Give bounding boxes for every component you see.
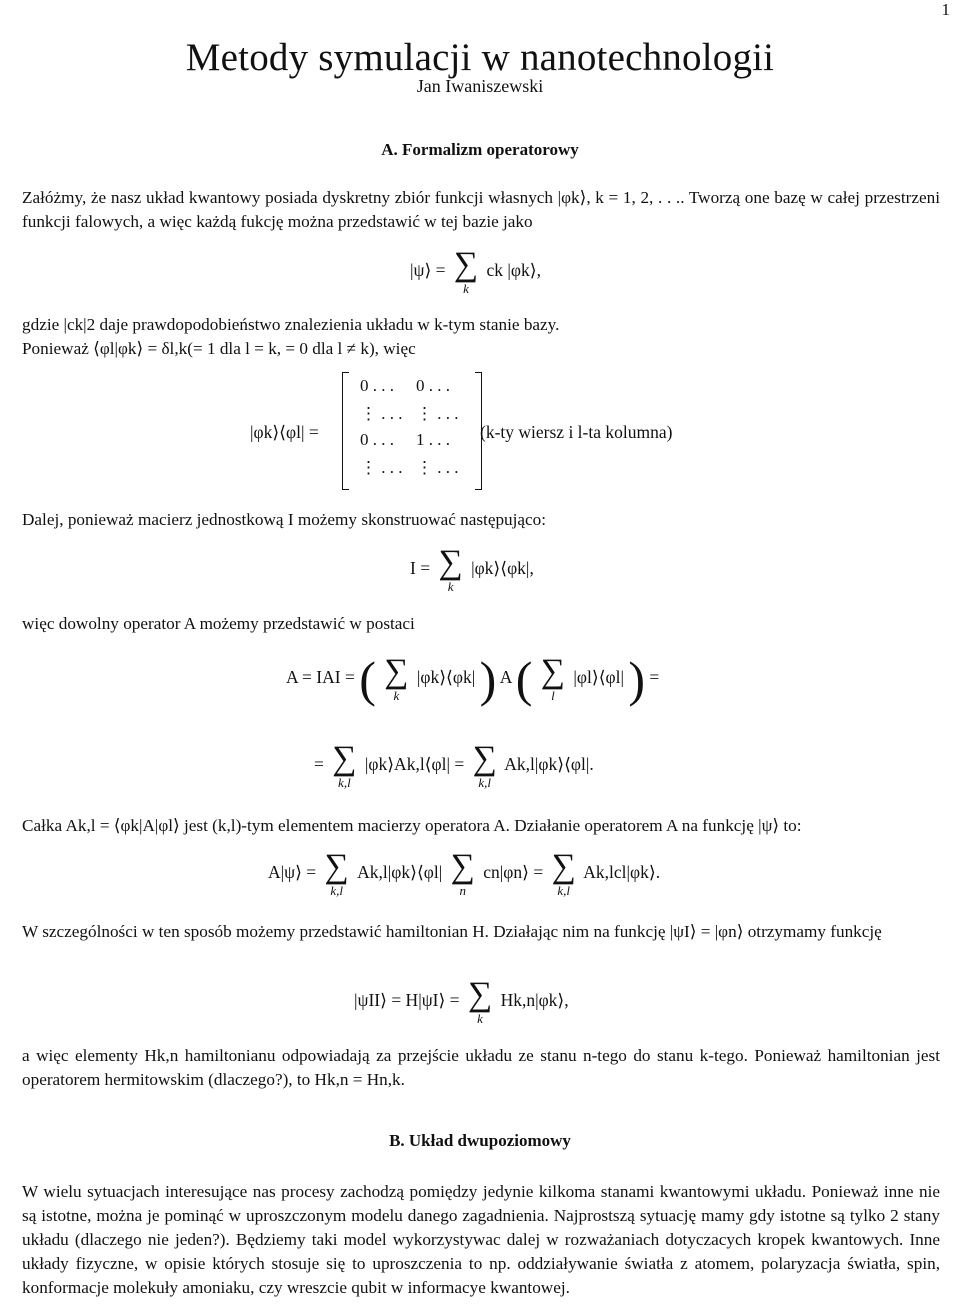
equation-5 — [314, 742, 594, 790]
eq6-b: cn|φn⟩ = — [483, 862, 544, 883]
eq6-lhs: A|ψ⟩ = — [268, 862, 317, 883]
eq4-end: = — [649, 667, 660, 688]
eq3-rhs: |φk⟩⟨φk|, — [471, 558, 534, 579]
sum-symbol: ∑ k — [438, 544, 463, 594]
eq2-lhs: |φk⟩⟨φl| = — [250, 422, 319, 442]
document-title: Metody symulacji w nanotechnologii — [185, 36, 775, 79]
eq4-mid: |φk⟩⟨φk| — [416, 667, 476, 688]
equation-4: A = IAI = ( ∑ k |φk⟩⟨φk| ) A ( ∑ l |φl⟩⟨φl| ) = — [286, 651, 660, 707]
paragraph-8: a więc elementy Hk,n hamiltonianu odpowiadają za przejście układu ze stanu n-tego do stanu k-tego. Ponieważ hamiltonian jest operatorem hermitowskim (dlaczego?), to Hk,n = Hn,k. — [22, 1046, 940, 1089]
eq7-rhs: Hk,n|φk⟩, — [500, 990, 569, 1011]
sum-symbol: ∑ n — [450, 848, 475, 898]
eq3-lhs: I = — [410, 558, 431, 579]
paragraph-9: W wielu sytuacjach interesujące nas procesy zachodzą pomiędzy jedynie kilkoma stanami kwantowymi układu. Ponieważ inne nie są istotne, można je pominąć w uproszczonym modelu danego zagadnienia. Najprostszą sytuację mamy gdy istotne są tylko 2 stany układu (dlaczego nie jeden?). Będziemy taki model wykorzystywac dalej w rozważaniach dotyczacych kropek kwantowych. Inne układy fizyczne, w opisie których stosuje się to uproszczenia to np. oddziaływanie światła z atomem, polaryzacja światła, spin, konformacje molekuły amoniaku, czy wreszcie qubit w informacye kwantowej. — [22, 1182, 940, 1297]
matrix-cell: 0 . . . — [360, 376, 394, 395]
sum-symbol: ∑ k,l — [332, 740, 357, 790]
author: Jan Iwaniszewski — [416, 76, 544, 96]
matrix-cell: ⋮ . . . — [360, 458, 403, 477]
eq5-a: |φk⟩Ak,l⟨φl| = — [364, 754, 465, 775]
eq7-lhs: |ψII⟩ = H|ψI⟩ = — [354, 990, 460, 1011]
eq6-c: Ak,lcl|φk⟩. — [583, 862, 661, 883]
eq5-start: = — [314, 754, 324, 775]
sum-symbol: ∑ k — [384, 653, 409, 703]
paragraph-2: gdzie |ck|2 daje prawdopodobieństwo znalezienia układu w k-tym stanie bazy. — [22, 315, 560, 334]
sum-symbol: ∑ k,l — [324, 848, 349, 898]
paragraph-4: Dalej, ponieważ macierz jednostkową I możemy skonstruować następująco: — [22, 510, 547, 529]
matrix — [342, 372, 482, 490]
matrix-cell: 0 . . . — [416, 376, 450, 395]
equation-6 — [268, 850, 660, 898]
eq1-lhs: |ψ⟩ = — [410, 260, 446, 281]
matrix-left-bracket — [342, 372, 349, 490]
eq4-lhs: A = IAI = — [286, 667, 355, 688]
eq4-right: |φl⟩⟨φl| — [573, 667, 625, 688]
sum-symbol: ∑ l — [540, 653, 566, 703]
equation-1 — [410, 248, 541, 296]
matrix-cell: 0 . . . — [360, 430, 394, 449]
eq5-b: Ak,l|φk⟩⟨φl|. — [504, 754, 594, 775]
matrix-cell: ⋮ . . . — [416, 404, 459, 423]
eq2-note: (k-ty wiersz i l-ta kolumna) — [480, 422, 673, 442]
matrix-cell: ⋮ . . . — [360, 404, 403, 423]
matrix-cell: 1 . . . — [416, 430, 450, 449]
sum-symbol: ∑ k — [453, 246, 479, 296]
page-number: 1 — [941, 0, 950, 19]
sum-symbol: ∑ k,l — [551, 848, 576, 898]
paragraph-5: więc dowolny operator A możemy przedstawić w postaci — [22, 614, 415, 633]
paragraph-1: Załóżmy, że nasz układ kwantowy posiada dyskretny zbiór funkcji własnych |φk⟩, k = 1, 2, . . .. Tworzą one bazę w całej przestrzeni funkcji falowych, a więc każdą fukcję można przedstawić w tej bazie jako — [22, 188, 940, 231]
equation-7 — [354, 978, 569, 1026]
eq4-a: A — [499, 667, 512, 688]
section-heading-a: A. Formalizm operatorowy — [381, 140, 579, 159]
matrix-cell: ⋮ . . . — [416, 458, 459, 477]
paragraph-7: W szczególności w ten sposób możemy przedstawić hamiltonian H. Działając nim na funkcję |ψI⟩ = |φn⟩ otrzymamy funkcję — [22, 922, 882, 941]
paragraph-3: Ponieważ ⟨φl|φk⟩ = δl,k(= 1 dla l = k, = 0 dla l ≠ k), więc — [22, 339, 416, 358]
eq6-a: Ak,l|φk⟩⟨φl| — [357, 862, 443, 883]
eq1-rhs: ck |φk⟩, — [486, 260, 541, 281]
equation-3 — [410, 546, 534, 594]
section-heading-b: B. Układ dwupoziomowy — [389, 1131, 571, 1150]
sum-symbol: ∑ k,l — [472, 740, 497, 790]
paragraph-6: Całka Ak,l = ⟨φk|A|φl⟩ jest (k,l)-tym elementem macierzy operatora A. Działanie operatorem A na funkcję |ψ⟩ to: — [22, 816, 802, 835]
sum-symbol: ∑ k — [467, 976, 493, 1026]
